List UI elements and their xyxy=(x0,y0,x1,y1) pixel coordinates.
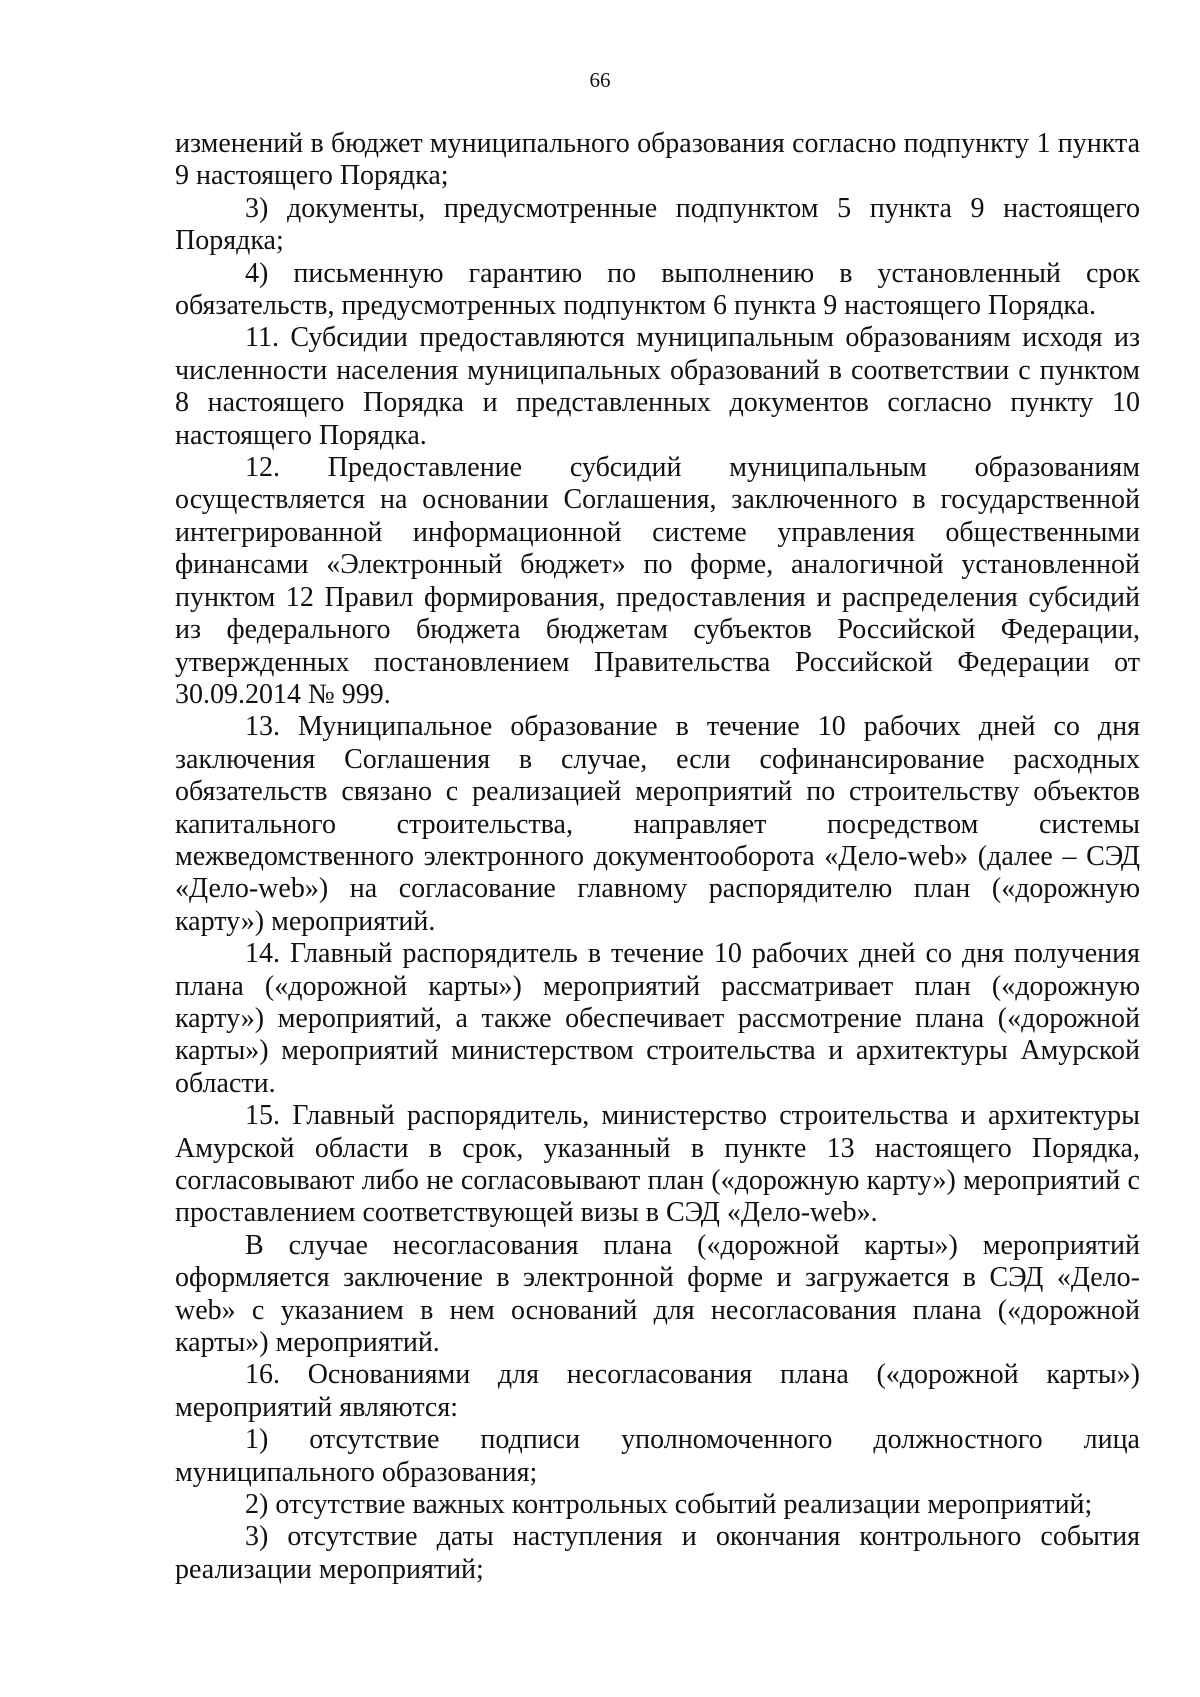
paragraph-item-3: 3) документы, предусмотренные подпунктом 5 пункта 9 настоящего Порядка; xyxy=(175,192,1140,257)
paragraph-continuation: изменений в бюджет муниципального образования согласно подпункту 1 пункта 9 настоящего Порядка; xyxy=(175,128,1140,192)
paragraph-16: 16. Основаниями для несогласования плана («дорожной карты») мероприятий являются: xyxy=(175,1359,1140,1423)
paragraph-16-item-2: 2) отсутствие важных контрольных событий реализации мероприятий; xyxy=(245,1489,1093,1521)
paragraph-13: 13. Муниципальное образование в течение 10 рабочих дней со дня заключения Соглашения в случае, если софинансирование расходных обязательств связано с реализацией мероприятий по строительству объектов капитального строительства, направляет посредством системы межведомственного электронного документооборота «Дело-web» (далее – СЭД «Дело-web») на согласование главному распорядителю план («дорожную карту») мероприятий. xyxy=(175,711,1140,937)
paragraph-16-item-3: 3) отсутствие даты наступления и окончания контрольного события реализации мероприятий; xyxy=(175,1521,1140,1585)
paragraph-11: 11. Субсидии предоставляются муниципальным образованиям исходя из численности населения муниципальных образований в соответствии с пунктом 8 настоящего Порядка и представленных документов согласно пункту 10 настоящего Порядка. xyxy=(175,322,1140,451)
paragraph-14: 14. Главный распорядитель в течение 10 рабочих дней со дня получения плана («дорожной карты») мероприятий рассматривает план («дорожную карту») мероприятий, а также обеспечивает рассмотрение плана («дорожной карты») мероприятий министерством строительства и архитектуры Амурской области. xyxy=(175,938,1140,1099)
paragraph-15: 15. Главный распорядитель, министерство строительства и архитектуры Амурской области в срок, указанный в пункте 13 настоящего Порядка, согласовывают либо не согласовывают план («дорожную карту») мероприятий с проставлением соответствующей визы в СЭД «Дело-web». xyxy=(175,1100,1140,1229)
document-body xyxy=(175,128,1140,1586)
paragraph-16-item-1: 1) отсутствие подписи уполномоченного должностного лица муниципального образования; xyxy=(175,1424,1140,1488)
paragraph-15-note: В случае несогласования плана («дорожной карты») мероприятий оформляется заключение в электронной форме и загружается в СЭД «Дело-web» с указанием в нем оснований для несогласования плана («дорожной карты») мероприятий. xyxy=(175,1229,1140,1359)
page-number: 66 xyxy=(589,68,611,92)
paragraph-item-4: 4) письменную гарантию по выполнению в установленный срок обязательств, предусмотренных подпунктом 6 пункта 9 настоящего Порядка. xyxy=(175,257,1140,322)
paragraph-12: 12. Предоставление субсидий муниципальным образованиям осуществляется на основании Соглашения, заключенного в государственной интегрированной информационной системе управления общественными финансами «Электронный бюджет» по форме, аналогичной установленной пунктом 12 Правил формирования, предоставления и распределения субсидий из федерального бюджета бюджетам субъектов Российской Федерации, утвержденных постановлением Правительства Российской Федерации от 30.09.2014 № 999. xyxy=(175,452,1140,710)
